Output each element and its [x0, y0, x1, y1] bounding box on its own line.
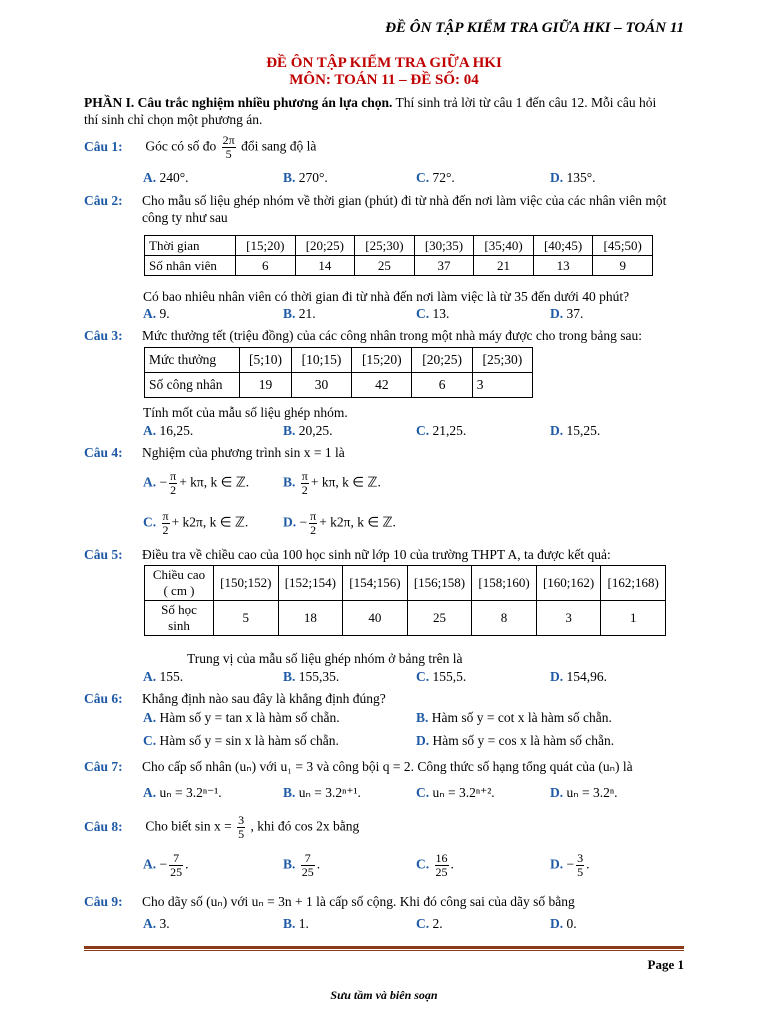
footer-note: Sưu tầm và biên soạn [330, 988, 438, 1002]
option-a[interactable]: A. 155. [143, 669, 184, 684]
option-c[interactable]: C. $\frac{16}{25}$ . [416, 851, 454, 879]
table-cell: [160;162) [536, 566, 601, 601]
q9-options [0, 916, 768, 936]
table-cell: [40;45) [533, 236, 593, 256]
question-text: công ty như sau [142, 210, 228, 225]
q6-options-row1 [0, 710, 768, 730]
option-b[interactable]: B. $\frac{7}{25}$ . [283, 851, 321, 879]
option-d[interactable]: D. Hàm số y = cos x là hàm số chẵn. [416, 733, 615, 748]
q3-data-table [144, 347, 533, 398]
question-1 [84, 134, 694, 161]
question-label: Câu 6: [84, 691, 123, 706]
option-c[interactable]: C. $\frac{\pi}{2}$ + k2π, k ∈ ℤ. [143, 509, 249, 537]
option-b[interactable]: B. $\frac{\pi}{2}$ + kπ, k ∈ ℤ. [283, 469, 381, 497]
question-text: Cho mẫu số liệu ghép nhóm về thời gian (phút) đi từ nhà đến nơi làm việc của các nhân viên một [142, 193, 667, 208]
part1-text-line2: thí sinh chỉ chọn một phương án. [84, 112, 263, 127]
table-cell: 30 [291, 373, 351, 398]
table-cell: 19 [240, 373, 292, 398]
option-d[interactable]: D. − $\frac{\pi}{2}$ + k2π, k ∈ ℤ. [283, 509, 396, 537]
table-header: Chiều cao ( cm ) [145, 566, 214, 601]
table-cell: [158;160) [472, 566, 537, 601]
option-b[interactable]: B. Hàm số y = cot x là hàm số chẵn. [416, 710, 612, 725]
question-label: Câu 7: [84, 759, 123, 774]
option-b[interactable]: B. 21. [283, 306, 316, 321]
option-b[interactable]: B. 20,25. [283, 423, 333, 438]
question-text: Mức thưởng tết (triệu đồng) của các công nhân trong một nhà máy được cho trong bảng sau: [142, 328, 642, 343]
question-5 [84, 546, 694, 563]
option-a[interactable]: A. − $\frac{7}{25}$ . [143, 851, 189, 879]
option-d[interactable]: D. uₙ = 3.2ⁿ. [550, 785, 618, 800]
option-d[interactable]: D. 15,25. [550, 423, 601, 438]
q2-ask: Có bao nhiêu nhân viên có thời gian đi từ nhà đến nơi làm việc là từ 35 đến dưới 40 phút? [143, 289, 630, 304]
q2-data-table [144, 235, 653, 276]
table-header: Số công nhân [145, 373, 240, 398]
option-c[interactable]: C. 13. [416, 306, 450, 321]
q8-options [0, 852, 768, 882]
option-a[interactable]: A. Hàm số y = tan x là hàm số chẵn. [143, 710, 340, 725]
footer-divider-thick [84, 946, 684, 949]
question-text: Khẳng định nào sau đây là khẳng định đúng? [142, 691, 386, 706]
question-label: Câu 1: [84, 138, 123, 154]
table-cell: 3 [472, 373, 532, 398]
table-cell: 8 [472, 601, 537, 636]
option-d[interactable]: D. 37. [550, 306, 584, 321]
table-cell: 18 [278, 601, 343, 636]
option-a[interactable]: A. 3. [143, 916, 170, 931]
option-c[interactable]: C. 155,5. [416, 669, 467, 684]
q7-options [0, 785, 768, 805]
part1-text: Thí sinh trả lời từ câu 1 đến câu 12. Mỗi câu hỏi [392, 95, 657, 110]
fraction: $\frac{3}{5}$ [238, 813, 245, 841]
question-text: Điều tra về chiều cao của 100 học sinh nữ lớp 10 của trường THPT A, ta được kết quả: [142, 547, 611, 562]
question-label: Câu 5: [84, 547, 123, 562]
table-cell: [35;40) [474, 236, 534, 256]
option-c[interactable]: C. uₙ = 3.2ⁿ⁺². [416, 785, 495, 800]
question-7 [84, 758, 694, 775]
q4-options-row1 [0, 470, 768, 500]
option-c[interactable]: C. 2. [416, 916, 443, 931]
table-header: Thời gian [145, 236, 236, 256]
table-cell: 6 [236, 256, 296, 276]
question-text: Cho dãy số (uₙ) với uₙ = 3n + 1 là cấp số cộng. Khi đó công sai của dãy số bằng [142, 894, 575, 909]
table-cell: [150;152) [214, 566, 279, 601]
option-b[interactable]: B. uₙ = 3.2ⁿ⁺¹. [283, 785, 361, 800]
question-text: đổi sang độ là [241, 138, 317, 154]
table-cell: 6 [412, 373, 472, 398]
question-label: Câu 2: [84, 193, 123, 208]
table-cell: 37 [414, 256, 474, 276]
table-cell: [25;30) [355, 236, 415, 256]
table-header: Số nhân viên [145, 256, 236, 276]
question-4 [84, 444, 694, 461]
q1-options [0, 170, 768, 190]
option-b[interactable]: B. 1. [283, 916, 309, 931]
part1-heading: PHẦN I. Câu trắc nghiệm nhiều phương án lựa chọn. [84, 95, 393, 110]
q2-options [0, 306, 768, 326]
table-cell: [10;15) [291, 348, 351, 373]
table-header: Mức thưởng [145, 348, 240, 373]
table-cell: 25 [355, 256, 415, 276]
table-cell: 25 [407, 601, 472, 636]
question-9 [84, 893, 694, 910]
table-cell: 1 [601, 601, 666, 636]
table-cell: 9 [593, 256, 653, 276]
question-text: Góc có số đo [145, 138, 217, 154]
table-cell: 13 [533, 256, 593, 276]
option-c[interactable]: C. 21,25. [416, 423, 467, 438]
table-cell: [156;158) [407, 566, 472, 601]
option-c[interactable]: C. 72°. [416, 170, 455, 185]
option-a[interactable]: A. 240°. [143, 170, 189, 185]
table-cell: 42 [352, 373, 412, 398]
table-cell: 40 [343, 601, 408, 636]
option-d[interactable]: D. 135°. [550, 170, 596, 185]
exam-title: ĐỀ ÔN TẬP KIỂM TRA GIỮA HKI [266, 55, 502, 71]
question-text: Nghiệm của phương trình sin x = 1 là [142, 445, 345, 460]
table-cell: [15;20) [236, 236, 296, 256]
option-a[interactable]: A. 9. [143, 306, 170, 321]
question-2 [84, 192, 694, 226]
question-6 [84, 690, 694, 707]
question-3 [84, 327, 694, 344]
option-b[interactable]: B. 155,35. [283, 669, 340, 684]
table-cell: [45;50) [593, 236, 653, 256]
page-number: Page 1 [647, 957, 684, 972]
fraction: $\frac{2\pi}{5}$ [222, 133, 235, 161]
option-a[interactable]: A. − $\frac{\pi}{2}$ + kπ, k ∈ ℤ. [143, 469, 250, 497]
option-b[interactable]: B. 270°. [283, 170, 328, 185]
table-cell: 3 [536, 601, 601, 636]
q5-ask: Trung vị của mẫu số liệu ghép nhóm ở bảng trên là [187, 651, 463, 666]
q4-options-row2 [0, 510, 768, 540]
option-d[interactable]: D. 0. [550, 916, 577, 931]
table-cell: [20;25) [295, 236, 355, 256]
option-a[interactable]: A. 16,25. [143, 423, 194, 438]
table-cell: [154;156) [343, 566, 408, 601]
table-cell: [5;10) [240, 348, 292, 373]
table-cell: 21 [474, 256, 534, 276]
table-cell: [162;168) [601, 566, 666, 601]
part1-instruction [84, 94, 694, 128]
option-d[interactable]: D. 154,96. [550, 669, 607, 684]
q3-ask: Tính mốt của mẫu số liệu ghép nhóm. [143, 405, 348, 420]
question-text: Cho cấp số nhân (uₙ) với u₁ = 3 và công bội q = 2. Công thức số hạng tổng quát của (uₙ) là [142, 759, 633, 774]
question-text: , khi đó cos 2x bằng [250, 818, 360, 834]
question-text: Cho biết sin x = [145, 818, 232, 834]
q3-options [0, 423, 768, 443]
option-a[interactable]: A. uₙ = 3.2ⁿ⁻¹. [143, 785, 222, 800]
question-label: Câu 3: [84, 328, 123, 343]
q5-options [0, 669, 768, 689]
question-label: Câu 9: [84, 894, 123, 909]
table-cell: [152;154) [278, 566, 343, 601]
table-cell: 5 [214, 601, 279, 636]
q6-options-row2 [0, 733, 768, 753]
question-8 [84, 814, 694, 841]
option-c[interactable]: C. Hàm số y = sin x là hàm số chẵn. [143, 733, 339, 748]
table-cell: 14 [295, 256, 355, 276]
table-cell: [25;30) [472, 348, 532, 373]
footer-divider-thin [84, 950, 684, 951]
running-header: ĐỀ ÔN TẬP KIỂM TRA GIỮA HKI – TOÁN 11 [385, 20, 684, 36]
table-cell: [20;25) [412, 348, 472, 373]
option-d[interactable]: D. − $\frac{3}{5}$ . [550, 851, 590, 879]
table-header: Số học sinh [145, 601, 214, 636]
table-cell: [30;35) [414, 236, 474, 256]
question-label: Câu 4: [84, 445, 123, 460]
q5-data-table [144, 565, 666, 636]
exam-subtitle: MÔN: TOÁN 11 – ĐỀ SỐ: 04 [289, 72, 479, 88]
table-cell: [15;20) [352, 348, 412, 373]
question-label: Câu 8: [84, 818, 123, 834]
